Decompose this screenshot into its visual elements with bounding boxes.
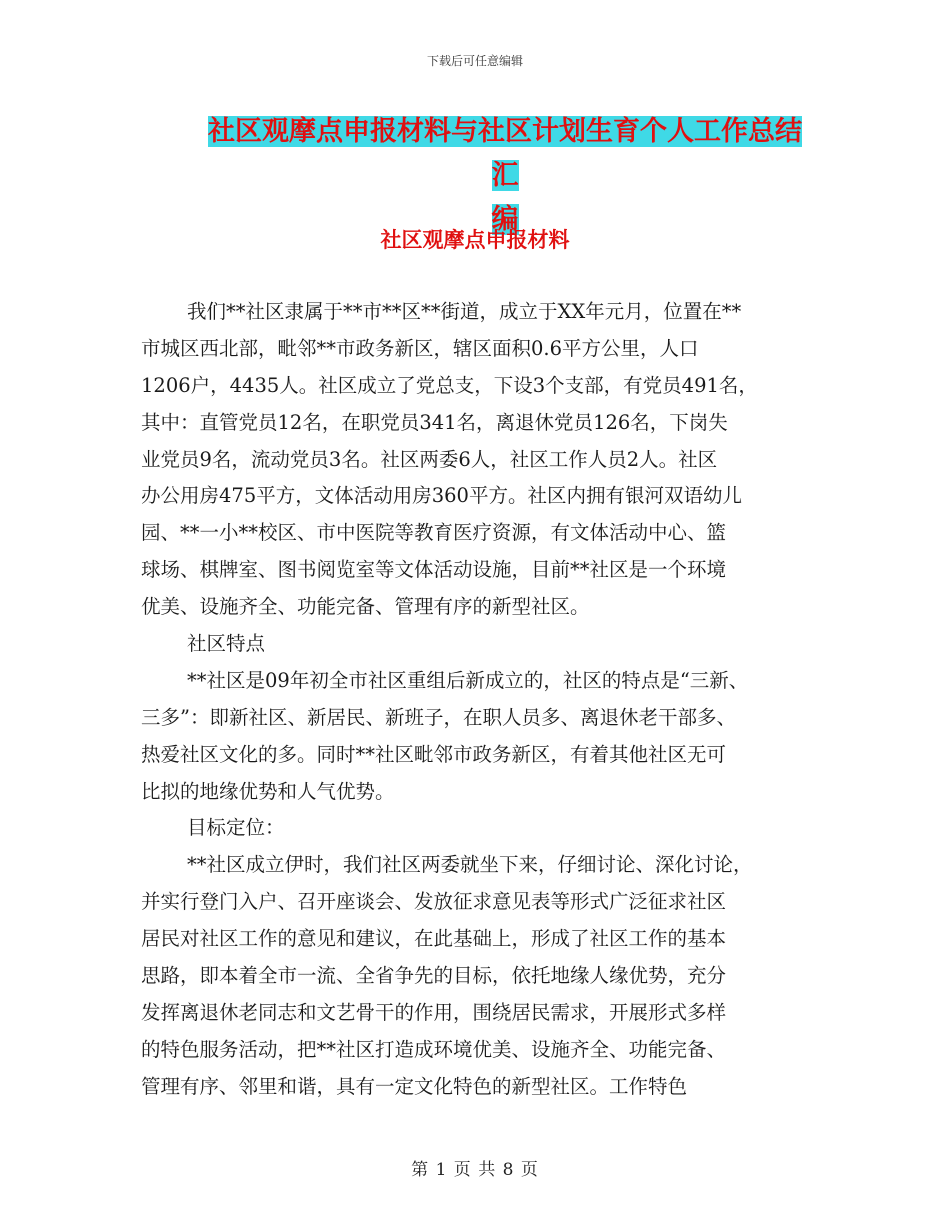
body-line: **社区成立伊时，我们社区两委就坐下来，仔细讨论、深化讨论，	[187, 853, 753, 877]
document-title	[195, 110, 815, 242]
body-line: 优美、设施齐全、功能完备、管理有序的新型社区。	[141, 595, 590, 619]
body-line: 办公用房475平方，文体活动用房360平方。社区内拥有银河双语幼儿	[141, 484, 742, 508]
body-line: 目标定位：	[187, 816, 285, 840]
body-line: 的特色服务活动，把**社区打造成环境优美、设施齐全、功能完备、	[141, 1037, 727, 1061]
body-line: 发挥离退休老同志和文艺骨干的作用，围绕居民需求，开展形式多样	[141, 1000, 727, 1024]
section-title: 社区观摩点申报材料	[380, 228, 570, 252]
body-line: 社区特点	[187, 632, 266, 656]
body-line: 思路，即本着全市一流、全省争先的目标，依托地缘人缘优势，充分	[141, 964, 727, 988]
body-line: 市城区西北部，毗邻**市政务新区，辖区面积0.6平方公里，人口	[141, 336, 699, 360]
body-line: 业党员9名，流动党员3名。社区两委6人，社区工作人员2人。社区	[141, 447, 718, 471]
body-line: 热爱社区文化的多。同时**社区毗邻市政务新区，有着其他社区无可	[141, 742, 727, 766]
body-line: **社区是09年初全市社区重组后新成立的，社区的特点是“三新、	[187, 668, 749, 692]
body-line: 1206户，4435人。社区成立了党总支，下设3个支部，有党员491名，	[141, 373, 758, 397]
header-note: 下载后可任意编辑	[426, 54, 523, 68]
document-title-line2: 编	[491, 204, 519, 235]
body-line: 并实行登门入户、召开座谈会、发放征求意见表等形式广泛征求社区	[141, 890, 727, 914]
body-line: 管理有序、邻里和谐，具有一定文化特色的新型社区。工作特色	[141, 1074, 688, 1098]
body-line: 园、**一小**校区、市中医院等教育医疗资源，有文体活动中心、篮	[141, 521, 727, 545]
body-line: 球场、棋牌室、图书阅览室等文体活动设施，目前**社区是一个环境	[141, 558, 727, 582]
body-line: 我们**社区隶属于**市**区**街道，成立于XX年元月，位置在**	[187, 300, 742, 323]
body-line: 居民对社区工作的意见和建议，在此基础上，形成了社区工作的基本	[141, 927, 727, 951]
body-line: 三多”：即新社区、新居民、新班子，在职人员多、离退休老干部多、	[141, 705, 736, 729]
body-line: 比拟的地缘优势和人气优势。	[141, 779, 395, 803]
page-footer: 第 1 页 共 8 页	[411, 1160, 539, 1180]
body-line: 其中：直管党员12名，在职党员341名，离退休党员126名，下岗失	[141, 410, 728, 434]
body-text	[141, 294, 813, 1106]
document-title-line1: 社区观摩点申报材料与社区计划生育个人工作总结汇	[208, 116, 802, 191]
